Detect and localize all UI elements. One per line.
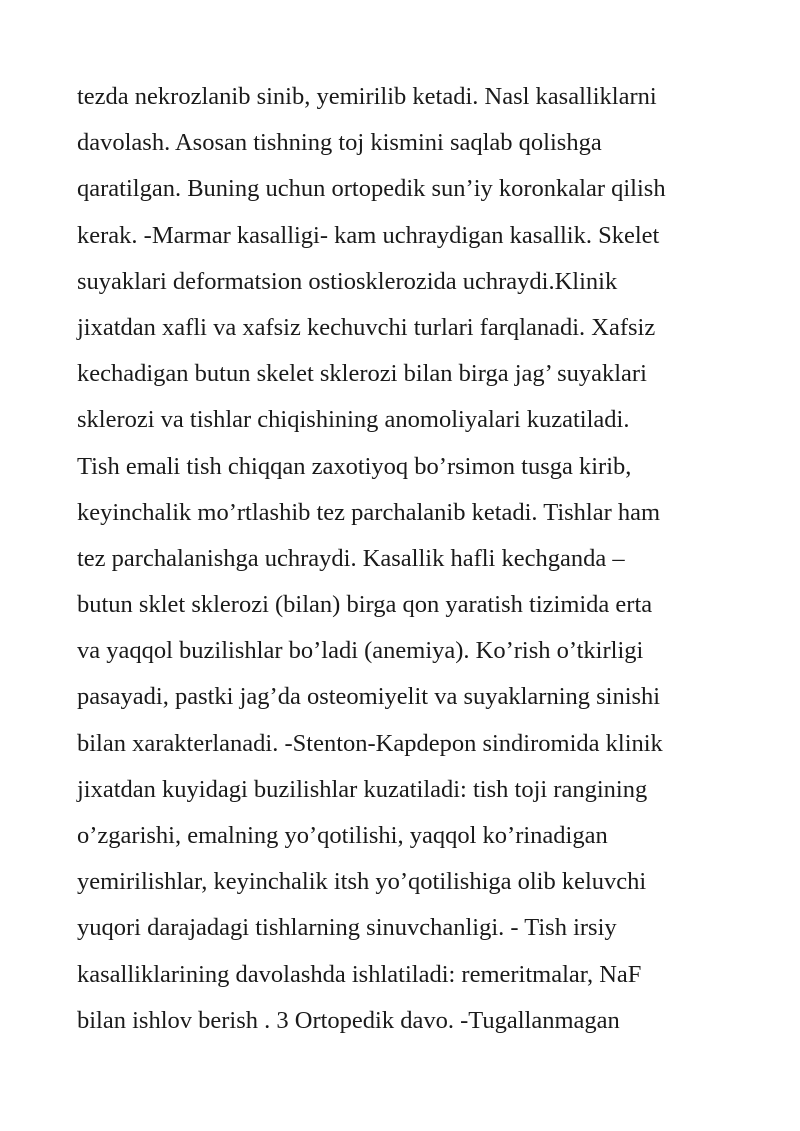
text-line: kerak. -Marmar kasalligi- kam uchraydigan kasallik. Skelet [77,221,660,249]
text-line: o’zgarishi, emalning yo’qotilishi, yaqqol ko’rinadigan [77,822,608,849]
text-line: va yaqqol buzilishlar bo’ladi (anemiya). Ko’rish o’tkirligi [77,637,644,665]
text-line: kasalliklarining davolashda ishlatiladi: remeritmalar, NaF [77,960,642,988]
text-line: Tish emali tish chiqqan zaxotiyoq bo’rsimon tusga kirib, [77,452,632,480]
text-line: sklerozi va tishlar chiqishining anomoliyalari kuzatiladi. [77,406,630,434]
text-line: kechadigan butun skelet sklerozi bilan birga jag’ suyaklari [77,360,647,388]
text-line: keyinchalik mo’rtlashib tez parchalanib ketadi. Tishlar ham [77,498,661,526]
text-line: bilan xarakterlanadi. -Stenton-Kapdepon sindiromida klinik [77,729,663,757]
text-line: jixatdan kuyidagi buzilishlar kuzatiladi: tish toji rangining [77,775,648,803]
body-paragraph [77,74,737,1044]
text-line: qaratilgan. Buning uchun ortopedik sun’iy koronkalar qilish [77,175,666,203]
text-line: butun sklet sklerozi (bilan) birga qon yaratish tizimida erta [77,591,653,619]
text-line: tez parchalanishga uchraydi. Kasallik hafli kechganda – [77,544,625,572]
text-line: yemirilishlar, keyinchalik itsh yo’qotilishiga olib keluvchi [77,868,647,896]
text-line: jixatdan xafli va xafsiz kechuvchi turlari farqlanadi. Xafsiz [77,313,656,341]
text-line: tezda nekrozlanib sinib, yemirilib ketadi. Nasl kasalliklarni [77,83,657,110]
text-line: pasayadi, pastki jag’da osteomiyelit va suyaklarning sinishi [77,683,661,711]
text-line: davolash. Asosan tishning toj kismini saqlab qolishga [77,129,602,157]
text-line: suyaklari deformatsion ostiosklerozida uchraydi.Klinik [77,267,618,295]
text-line: bilan ishlov berish . 3 Ortopedik davo. -Tugallanmagan [77,1006,620,1034]
text-line: yuqori darajadagi tishlarning sinuvchanligi. - Tish irsiy [77,914,617,942]
